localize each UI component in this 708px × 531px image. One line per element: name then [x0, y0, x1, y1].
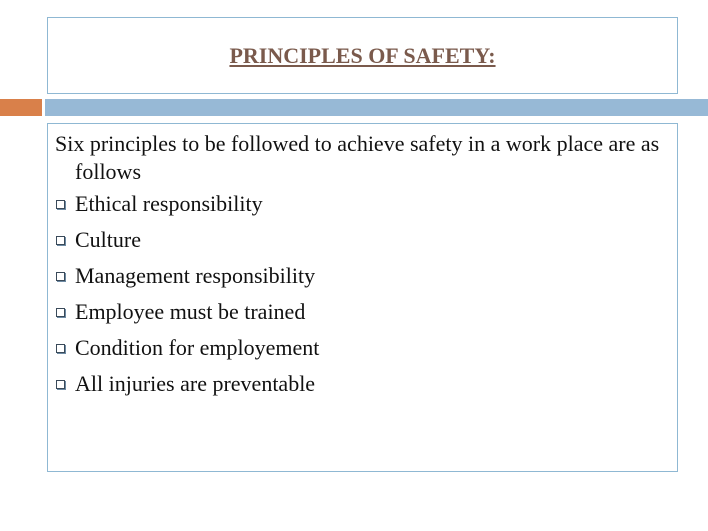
bullet-label: Management responsibility	[75, 263, 316, 288]
bullet-label: Employee must be trained	[75, 299, 306, 324]
bullet-item	[55, 262, 669, 290]
bullet-item	[55, 298, 669, 326]
accent-bar-blue	[45, 99, 708, 116]
bullet-item	[55, 190, 669, 218]
bullet-item	[55, 370, 669, 398]
checkbox-square-bullet-icon	[56, 272, 65, 281]
bullet-label: Ethical responsibility	[75, 191, 263, 216]
content-box	[47, 123, 678, 472]
bullet-item	[55, 226, 669, 254]
bullet-label: All injuries are preventable	[75, 371, 316, 396]
slide-title: PRINCIPLES OF SAFETY:	[229, 42, 496, 68]
accent-bar-orange	[0, 99, 42, 116]
bullet-item	[55, 334, 669, 362]
checkbox-square-bullet-icon	[56, 236, 65, 245]
title-box	[47, 17, 678, 94]
bullet-label: Culture	[75, 227, 141, 252]
intro-text: Six principles to be followed to achieve safety in a work place are as follows	[55, 131, 660, 184]
bullet-list	[55, 190, 669, 398]
checkbox-square-bullet-icon	[56, 344, 65, 353]
checkbox-square-bullet-icon	[56, 200, 65, 209]
checkbox-square-bullet-icon	[56, 308, 65, 317]
bullet-label: Condition for employement	[75, 335, 320, 360]
checkbox-square-bullet-icon	[56, 380, 65, 389]
